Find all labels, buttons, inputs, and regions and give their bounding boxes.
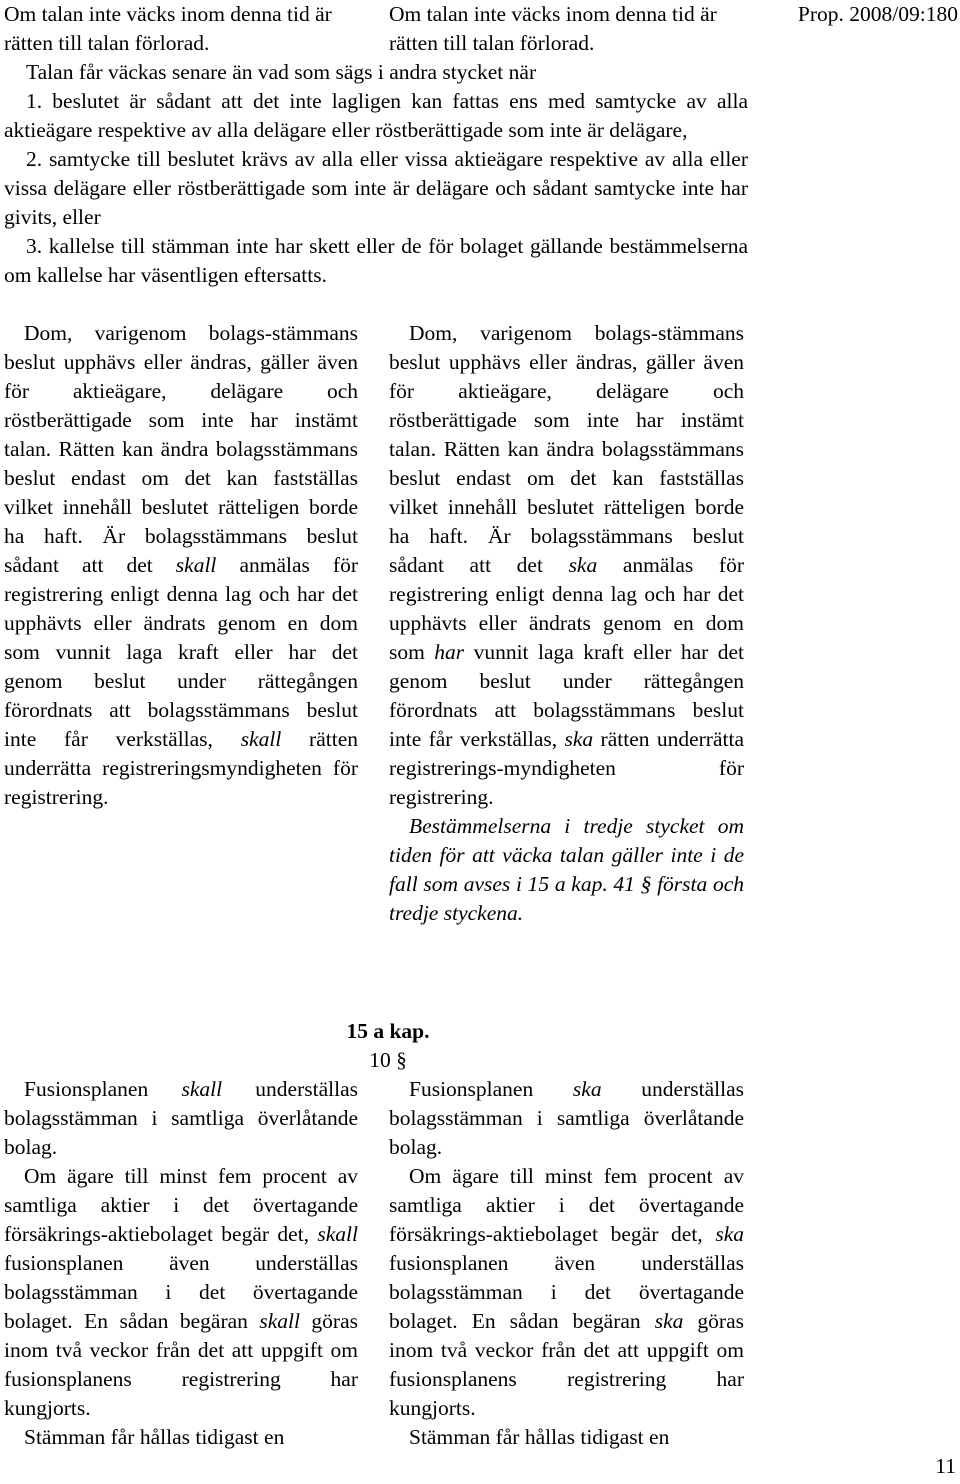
- bottom-right-paragraph-3: Stämman får hållas tidigast en: [409, 1425, 670, 1449]
- mid-left-paragraph: Dom, varigenom bolags-stämmans beslut upphävs eller ändras, gäller även för aktieägare, delägare och röstberättigade som inte har instämt talan. Rätten kan ändra bolagsstämmans beslut endast om det kan fastställas vilket innehåll beslutet rätteligen borde ha haft. Är bolagsstämmans beslut sådant att det skall anmälas för registrering enligt denna lag och har det upphävts eller ändrats genom en dom som vunnit laga kraft eller har det genom beslut under rättegången förordnats att bolagsstämmans beslut inte får verkställas, skall rätten underrätta registreringsmyndigheten för registrering.: [4, 321, 358, 809]
- list-item-1: 1. beslutet är sådant att det inte lagligen kan fattas ens med samtycke av alla aktieägare respektive av alla delägare eller röstberättigade som inte är delägare,: [4, 89, 748, 142]
- bottom-left-paragraph-1: Fusionsplanen skall underställas bolagsstämman i samtliga överlåtande bolag.: [4, 1077, 358, 1159]
- mid-right-new-paragraph: Bestämmelserna i tredje stycket om tiden för att väcka talan gäller inte i de fall som avses i 15 a kap. 41 § första och tredje styckena.: [389, 814, 744, 925]
- bottom-right-column: [389, 1075, 744, 1452]
- mid-left-column: [4, 319, 358, 812]
- mid-right-column: [389, 319, 744, 928]
- top-right-column: [389, 0, 744, 58]
- bottom-right-paragraph-2: Om ägare till minst fem procent av samtliga aktier i det övertagande försäkrings-aktiebolaget begär det, ska fusionsplanen även underställas bolagsstämman i det övertagande bolaget. En sådan begäran ska göras inom två veckor från det att uppgift om fusionsplanens registrering har kungjorts.: [389, 1164, 745, 1420]
- list-item-3: 3. kallelse till stämman inte har skett eller de för bolaget gällande bestämmelserna om kallelse har väsentligen eftersatts.: [4, 234, 748, 287]
- bottom-left-paragraph-2: Om ägare till minst fem procent av samtliga aktier i det övertagande försäkrings-aktiebolaget begär det, skall fusionsplanen även underställas bolagsstämman i det övertagande bolaget. En sådan begäran skall göras inom två veckor från det att uppgift om fusionsplanens registrering har kungjorts.: [4, 1164, 358, 1420]
- bottom-left-column: [4, 1075, 358, 1452]
- intro-paragraph: Talan får väckas senare än vad som sägs i andra stycket när: [26, 60, 537, 84]
- section-number: 10 §: [369, 1048, 407, 1072]
- bottom-right-paragraph-1: Fusionsplanen ska underställas bolagsstämman i samtliga överlåtande bolag.: [389, 1077, 744, 1159]
- top-left-paragraph: Om talan inte väcks inom denna tid är rätten till talan förlorad.: [4, 2, 332, 55]
- page-number: 11: [935, 1454, 956, 1478]
- top-right-paragraph: Om talan inte väcks inom denna tid är rätten till talan förlorad.: [389, 2, 717, 55]
- list-item-2: 2. samtycke till beslutet krävs av alla eller vissa aktieägare respektive av alla eller vissa delägare eller röstberättigade som inte är delägare och sådant samtycke inte har givits, eller: [4, 147, 748, 229]
- top-left-column: [4, 0, 358, 58]
- bottom-left-paragraph-3: Stämman får hållas tidigast en: [24, 1425, 285, 1449]
- full-width-section: [4, 58, 748, 290]
- mid-right-paragraph: Dom, varigenom bolags-stämmans beslut upphävs eller ändras, gäller även för aktieägare, delägare och röstberättigade som inte har instämt talan. Rätten kan ändra bolagsstämmans beslut endast om det kan fastställas vilket innehåll beslutet rätteligen borde ha haft. Är bolagsstämmans beslut sådant att det ska anmälas för registrering enligt denna lag och har det upphävts eller ändrats genom en dom som har vunnit laga kraft eller har det genom beslut under rättegången förordnats att bolagsstämmans beslut inte får verkställas, ska rätten underrätta registrerings-myndigheten för registrering.: [389, 321, 744, 809]
- chapter-heading: 15 a kap.: [346, 1019, 430, 1043]
- proposition-reference: Prop. 2008/09:180: [797, 2, 958, 26]
